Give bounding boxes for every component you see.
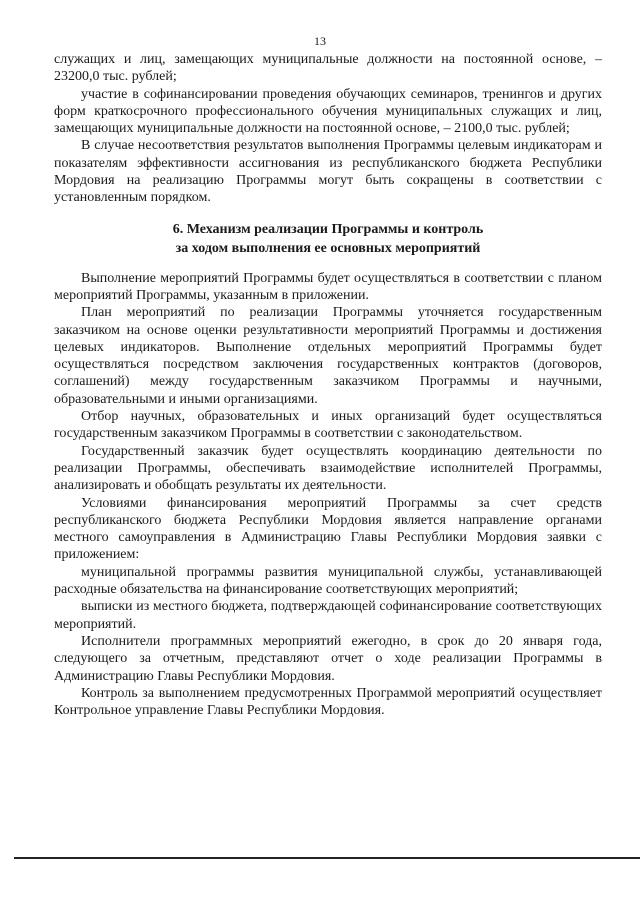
paragraph: Контроль за выполнением предусмотренных Программой мероприятий осуществляет Контрольное управление Главы Республики Мордовия. xyxy=(54,685,602,719)
paragraph: муниципальной программы развития муниципальной службы, устанавливающей расходные обязательства на финансирование соответствующих мероприятий; xyxy=(54,564,602,598)
page-number: 13 xyxy=(314,34,326,48)
paragraph: В случае несоответствия результатов выполнения Программы целевым индикаторам и показателям эффективности ассигнования из республиканского бюджета Республики Мордовия на реализацию Программы могут быть сокращены в соответствии с установленным порядком. xyxy=(54,138,602,206)
section-heading-line: 6. Механизм реализации Программы и контроль xyxy=(172,221,484,237)
paragraph: служащих и лиц, замещающих муниципальные должности на постоянной основе, – 23200,0 тыс. рублей; xyxy=(54,52,602,85)
paragraph: Государственный заказчик будет осуществлять координацию деятельности по реализации Программы, обеспечивать взаимодействие исполнителей Программы, анализировать и обобщать результаты их деятельности. xyxy=(54,443,602,494)
paragraph: План мероприятий по реализации Программы уточняется государственным заказчиком на основе оценки результативности мероприятий Программы и достижения целевых индикаторов. Выполнение отдельных мероприятий Программы будет осуществляться посредством заключения государственных контрактов (договоров, соглашений) между государственным заказчиком Программы и научными, образовательными и иными организациями. xyxy=(54,305,602,407)
bottom-rule xyxy=(14,857,640,859)
section-heading xyxy=(54,220,602,258)
paragraph: участие в софинансировании проведения обучающих семинаров, тренингов и других форм краткосрочного профессионального обучения муниципальных служащих и лиц, замещающих муниципальные должности на постоянной основе, – 2100,0 тыс. рублей; xyxy=(54,86,602,137)
paragraph: выписки из местного бюджета, подтверждающей софинансирование соответствующих мероприятий. xyxy=(54,599,602,632)
paragraph: Выполнение мероприятий Программы будет осуществляться в соответствии с планом мероприятий Программы, указанным в приложении. xyxy=(54,270,602,303)
paragraph: Отбор научных, образовательных и иных организаций будет осуществляться государственным заказчиком Программы в соответствии с законодательством. xyxy=(54,409,602,442)
document-body xyxy=(54,51,602,719)
section-heading-line: за ходом выполнения ее основных мероприятий xyxy=(175,240,481,256)
paragraph: Условиями финансирования мероприятий Программы за счет средств республиканского бюджета Республики Мордовия является направление органами местного самоуправления в Администрацию Главы Республики Мордовия заявки с приложением: xyxy=(54,495,602,563)
paragraph: Исполнители программных мероприятий ежегодно, в срок до 20 января года, следующего за отчетным, представляют отчет о ходе реализации Программы в Администрацию Главы Республики Мордовия. xyxy=(54,633,602,684)
